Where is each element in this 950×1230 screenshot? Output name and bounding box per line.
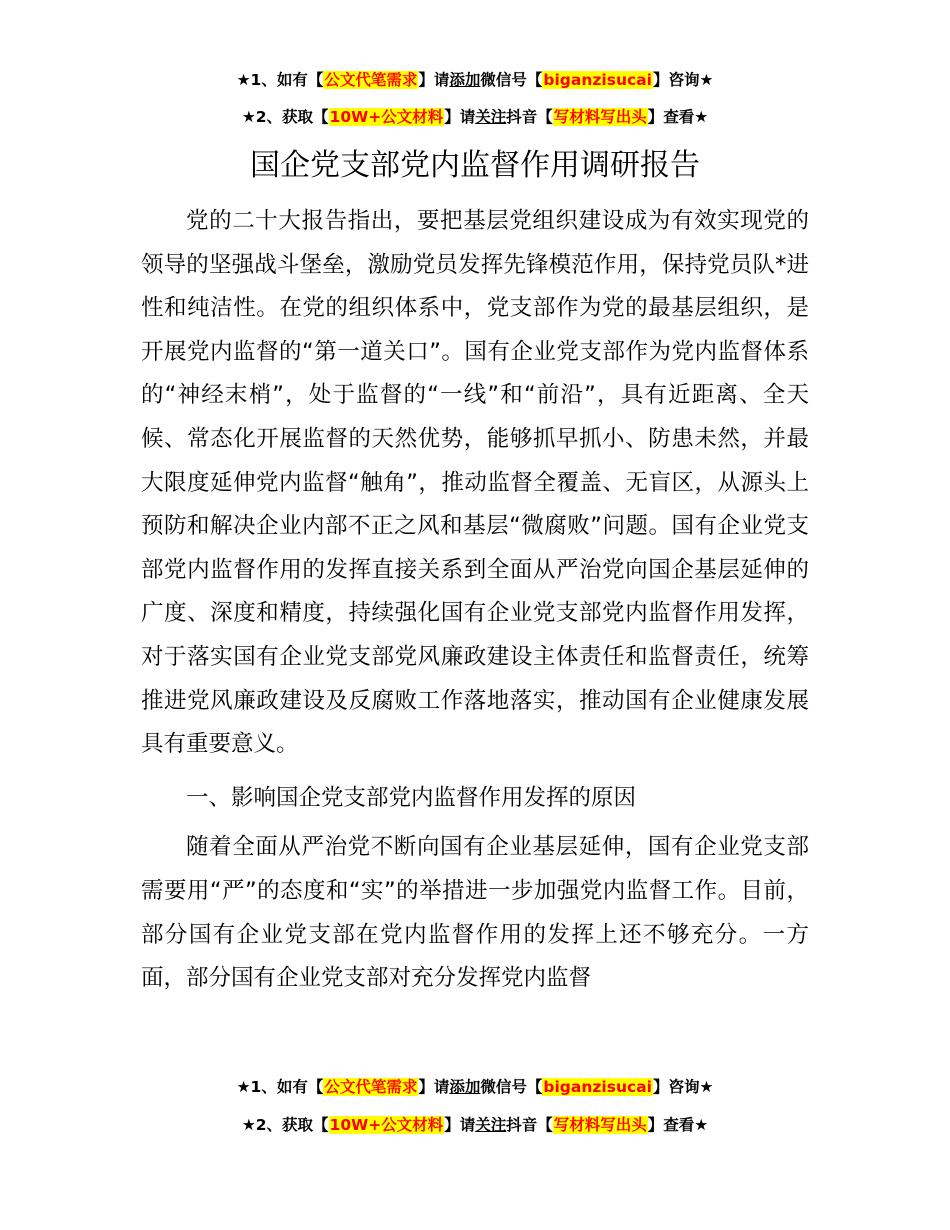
promo-text: 】咨询★	[652, 71, 714, 89]
promo-text: 】查看★	[647, 1116, 709, 1134]
promo-text: 微信号【	[480, 71, 543, 89]
promo-text: 】请	[444, 108, 476, 126]
promo-highlight: 公文代笔需求	[324, 71, 418, 89]
promo-highlight: 10W+公文材料	[329, 1116, 444, 1134]
document-title: 国企党支部党内监督作用调研报告	[250, 148, 700, 183]
promo-text: 】查看★	[647, 108, 709, 126]
promo-text: 】请	[418, 71, 450, 89]
paragraph-section-1: 随着全面从严治党不断向国有企业基层延伸，国有企业党支部需要用“严”的态度和“实”的举措进一步加强党内监督工作。目前，部分国有企业党支部在党内监督作用的发挥上还不够充分。一方面，部分国有企业党支部对充分发挥党内监督	[141, 834, 809, 992]
footer-promo-line-2	[0, 1114, 950, 1136]
promo-text: 抖音【	[506, 108, 553, 126]
promo-underline: 关注	[475, 1116, 507, 1134]
header-promo-line-1	[0, 69, 950, 91]
promo-douyin-account: 写材料写出头	[553, 1116, 647, 1134]
promo-highlight: 10W+公文材料	[329, 108, 444, 126]
promo-douyin-account: 写材料写出头	[553, 108, 647, 126]
footer-promo-line-1	[0, 1076, 950, 1098]
promo-wechat-id: biganzisucai	[543, 1078, 652, 1096]
promo-highlight: 公文代笔需求	[324, 1078, 418, 1096]
promo-wechat-id: biganzisucai	[543, 71, 652, 89]
promo-underline: 关注	[475, 108, 507, 126]
promo-text: 】咨询★	[652, 1078, 714, 1096]
promo-text: ★2、获取【	[241, 1116, 329, 1134]
promo-text: 抖音【	[506, 1116, 553, 1134]
promo-text: ★2、获取【	[241, 108, 329, 126]
promo-text: 微信号【	[480, 1078, 543, 1096]
document-body	[141, 200, 809, 1001]
promo-text: 】请	[444, 1116, 476, 1134]
section-heading-1: 一、影响国企党支部党内监督作用发挥的原因	[186, 784, 637, 811]
header-promo-line-2	[0, 106, 950, 128]
promo-underline: 添加	[449, 1078, 481, 1096]
promo-underline: 添加	[449, 71, 481, 89]
paragraph-intro: 党的二十大报告指出，要把基层党组织建设成为有效实现党的领导的坚强战斗堡垒，激励党员发挥先锋模范作用，保持党员队*进性和纯洁性。在党的组织体系中，党支部作为党的最基层组织，是开展党内监督的“第一道关口”。国有企业党支部作为党内监督体系的“神经末梢”，处于监督的“一线”和“前沿”，具有近距离、全天候、常态化开展监督的天然优势，能够抓早抓小、防患未然，并最大限度延伸党内监督“触角”，推动监督全覆盖、无盲区，从源头上预防和解决企业内部不正之风和基层“微腐败”问题。国有企业党支部党内监督作用的发挥直接关系到全面从严治党向国企基层延伸的广度、深度和精度，持续强化国有企业党支部党内监督作用发挥，对于落实国有企业党支部党风廉政建设主体责任和监督责任，统筹推进党风廉政建设及反腐败工作落地落实，推动国有企业健康发展具有重要意义。	[141, 208, 809, 758]
promo-text: 】请	[418, 1078, 450, 1096]
promo-text: ★1、如有【	[236, 71, 324, 89]
promo-text: ★1、如有【	[236, 1078, 324, 1096]
